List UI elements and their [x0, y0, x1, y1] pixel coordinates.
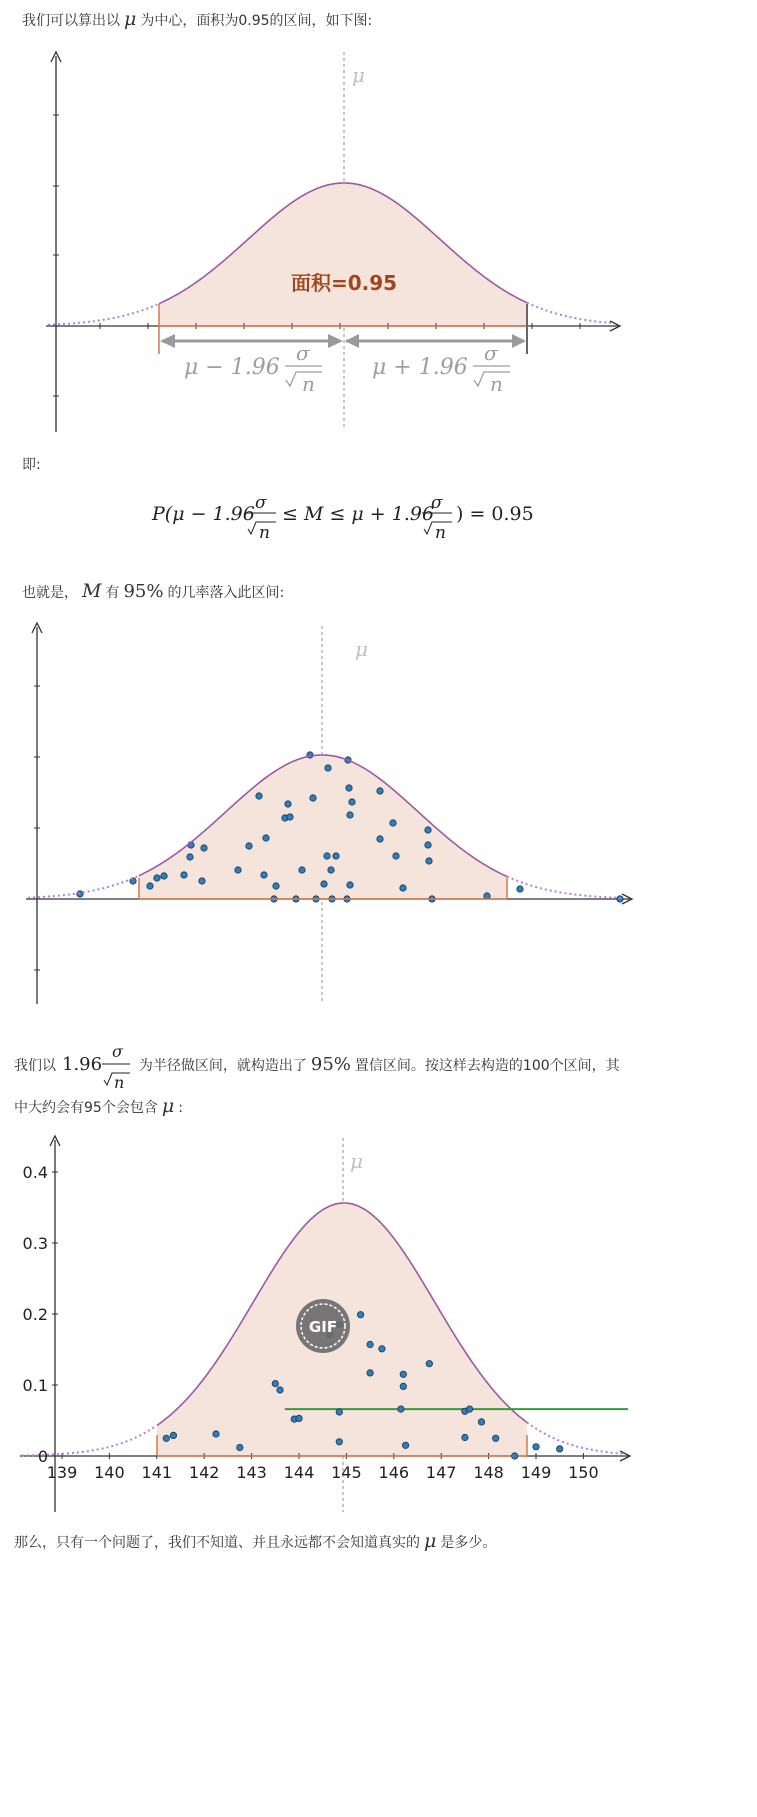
gif-play-badge[interactable]	[296, 1299, 350, 1353]
sample-point	[379, 1346, 385, 1352]
sample-point	[357, 1312, 363, 1318]
x-tick-label: 144	[283, 1463, 315, 1482]
x-tick-label: 143	[236, 1463, 267, 1482]
x-tick-label: 141	[141, 1463, 173, 1482]
sample-point	[199, 878, 205, 884]
right-bound-label	[372, 341, 510, 396]
sample-point	[237, 1444, 243, 1450]
p4-text-c: 置信区间。按这样去构造的100个区间，其	[354, 1058, 620, 1074]
sample-point	[324, 853, 330, 859]
y-tick-label: 0.4	[22, 1163, 48, 1182]
sample-point	[478, 1419, 484, 1425]
inline-radius-formula	[60, 1040, 134, 1092]
p4-text-b: 为半径做区间，就构造出了	[138, 1058, 307, 1074]
sample-point	[425, 842, 431, 848]
p4-text-a: 我们以	[14, 1058, 56, 1074]
formula-frac2-den: n	[435, 523, 446, 543]
sample-point	[425, 827, 431, 833]
sample-point	[347, 812, 353, 818]
x-tick-label: 148	[473, 1463, 504, 1482]
mu-label: μ	[355, 637, 368, 661]
intro-text-a: 我们可以算出以	[22, 13, 120, 29]
intro-text-b: 为中心，面积为0.95的区间，如下图:	[140, 13, 373, 29]
percent-95: 95%	[123, 581, 164, 602]
p4-text-e: :	[178, 1100, 183, 1116]
sample-point	[235, 867, 241, 873]
paragraph-conclusion	[14, 1530, 496, 1554]
x-tick-label: 147	[425, 1463, 457, 1482]
sample-point	[213, 1431, 219, 1437]
sample-point	[256, 793, 262, 799]
sample-point	[512, 1453, 518, 1459]
p3-text-c: 的几率落入此区间:	[167, 585, 285, 601]
sample-point	[398, 1406, 404, 1412]
x-tick-label: 145	[331, 1463, 362, 1482]
p3-text-b: 有	[105, 585, 120, 601]
mu-symbol-2: μ	[161, 1095, 175, 1117]
sample-point	[346, 785, 352, 791]
p4-text-d: 中大约会有95个会包含	[14, 1100, 158, 1116]
left-bound-label	[184, 341, 322, 396]
x-tick-label: 142	[188, 1463, 220, 1482]
area-fill	[139, 755, 507, 899]
sample-point	[263, 835, 269, 841]
formula-frac2-num: σ	[431, 493, 443, 513]
sample-point	[325, 765, 331, 771]
sample-point	[426, 1361, 432, 1367]
sample-point	[367, 1370, 373, 1376]
sample-point	[147, 883, 153, 889]
sample-point	[321, 881, 327, 887]
paragraph-probability	[22, 580, 284, 604]
sample-point	[349, 799, 355, 805]
sample-point	[336, 1409, 342, 1415]
normal-curve-figure-3	[0, 1128, 757, 1520]
sample-point	[557, 1446, 563, 1452]
formula-lhs: P(μ − 1.96	[152, 503, 255, 525]
probability-formula	[0, 486, 757, 546]
sample-point	[484, 893, 490, 899]
formula-rhs: ) = 0.95	[456, 503, 534, 525]
percent-95-2: 95%	[310, 1054, 351, 1075]
x-tick-label: 149	[520, 1463, 552, 1482]
formula-frac1-num: σ	[255, 493, 267, 513]
sample-point	[287, 814, 293, 820]
svg-text:σ: σ	[112, 1042, 124, 1061]
x-tick-label: 146	[378, 1463, 410, 1482]
sample-point	[277, 1387, 283, 1393]
svg-text:n: n	[302, 372, 315, 396]
sample-point	[393, 853, 399, 859]
mu-symbol: μ	[124, 8, 137, 30]
sample-point	[462, 1434, 468, 1440]
svg-text:n: n	[490, 372, 503, 396]
sample-point	[533, 1444, 539, 1450]
y-tick-label: 0.2	[22, 1305, 48, 1324]
y-tick-label: 0	[37, 1447, 48, 1466]
sample-point	[201, 845, 207, 851]
sample-point	[400, 1383, 406, 1389]
mu-label: μ	[350, 1149, 363, 1173]
normal-curve-figure-2	[0, 615, 757, 1010]
y-tick-label: 0.3	[22, 1234, 48, 1253]
sample-point	[163, 1435, 169, 1441]
sample-point	[377, 836, 383, 842]
sample-point	[246, 843, 252, 849]
formula-frac1-den: n	[259, 523, 270, 543]
sample-point	[400, 1371, 406, 1377]
sample-point	[336, 1439, 342, 1445]
left-arrow-head	[160, 334, 175, 348]
sample-point	[390, 820, 396, 826]
x-tick-label: 139	[46, 1463, 78, 1482]
sample-point	[310, 795, 316, 801]
mu-symbol-3: μ	[424, 1530, 437, 1552]
paragraph-i-e: 即:	[22, 457, 41, 473]
gif-badge-label: GIF	[308, 1318, 338, 1336]
area-fill	[159, 183, 527, 326]
sample-point	[299, 867, 305, 873]
y-axis-ticks	[23, 1163, 58, 1466]
svg-text:σ: σ	[296, 341, 310, 365]
mu-label: μ	[352, 63, 365, 87]
sample-point	[285, 801, 291, 807]
sample-point	[400, 885, 406, 891]
sample-point	[367, 1341, 373, 1347]
p5-text-b: 是多少。	[440, 1535, 497, 1551]
sample-point	[333, 853, 339, 859]
sample-point	[466, 1406, 472, 1412]
sample-point	[493, 1435, 499, 1441]
sample-point	[402, 1442, 408, 1448]
sample-point	[170, 1432, 176, 1438]
right-end-arrow-head	[512, 334, 526, 348]
mid-arrow-head	[328, 334, 343, 348]
sample-point	[296, 1415, 302, 1421]
x-tick-label: 140	[94, 1463, 125, 1482]
sample-point	[377, 788, 383, 794]
normal-curve-figure-1	[0, 40, 757, 440]
p5-text-a: 那么，只有一个问题了，我们不知道、并且永远都不会知道真实的	[14, 1535, 420, 1551]
svg-text:1.96: 1.96	[62, 1054, 103, 1075]
sample-point	[273, 883, 279, 889]
right-arrow-head	[345, 334, 359, 348]
sample-point	[426, 858, 432, 864]
sample-point	[181, 872, 187, 878]
p3-text-a: 也就是，	[22, 585, 78, 601]
y-tick-label: 0.1	[22, 1376, 48, 1395]
svg-text:n: n	[114, 1073, 125, 1092]
paragraph-intro	[22, 8, 372, 32]
sample-point	[617, 896, 623, 902]
formula-mid: ≤ M ≤ μ + 1.96	[282, 503, 435, 525]
sample-point	[272, 1380, 278, 1386]
sample-point	[517, 886, 523, 892]
svg-text:σ: σ	[484, 341, 498, 365]
svg-text:μ − 1.96: μ − 1.96	[184, 355, 280, 380]
sample-point	[77, 891, 83, 897]
sample-point	[161, 873, 167, 879]
M-symbol: M	[82, 580, 102, 602]
sample-point	[187, 854, 193, 860]
paragraph-confidence-interval	[14, 1040, 734, 1122]
sample-point	[328, 867, 334, 873]
sample-point	[261, 872, 267, 878]
area-label: 面积=0.95	[291, 271, 398, 295]
sample-point	[347, 882, 353, 888]
x-tick-label: 150	[568, 1463, 599, 1482]
sample-point	[154, 875, 160, 881]
svg-text:μ + 1.96: μ + 1.96	[372, 355, 468, 380]
